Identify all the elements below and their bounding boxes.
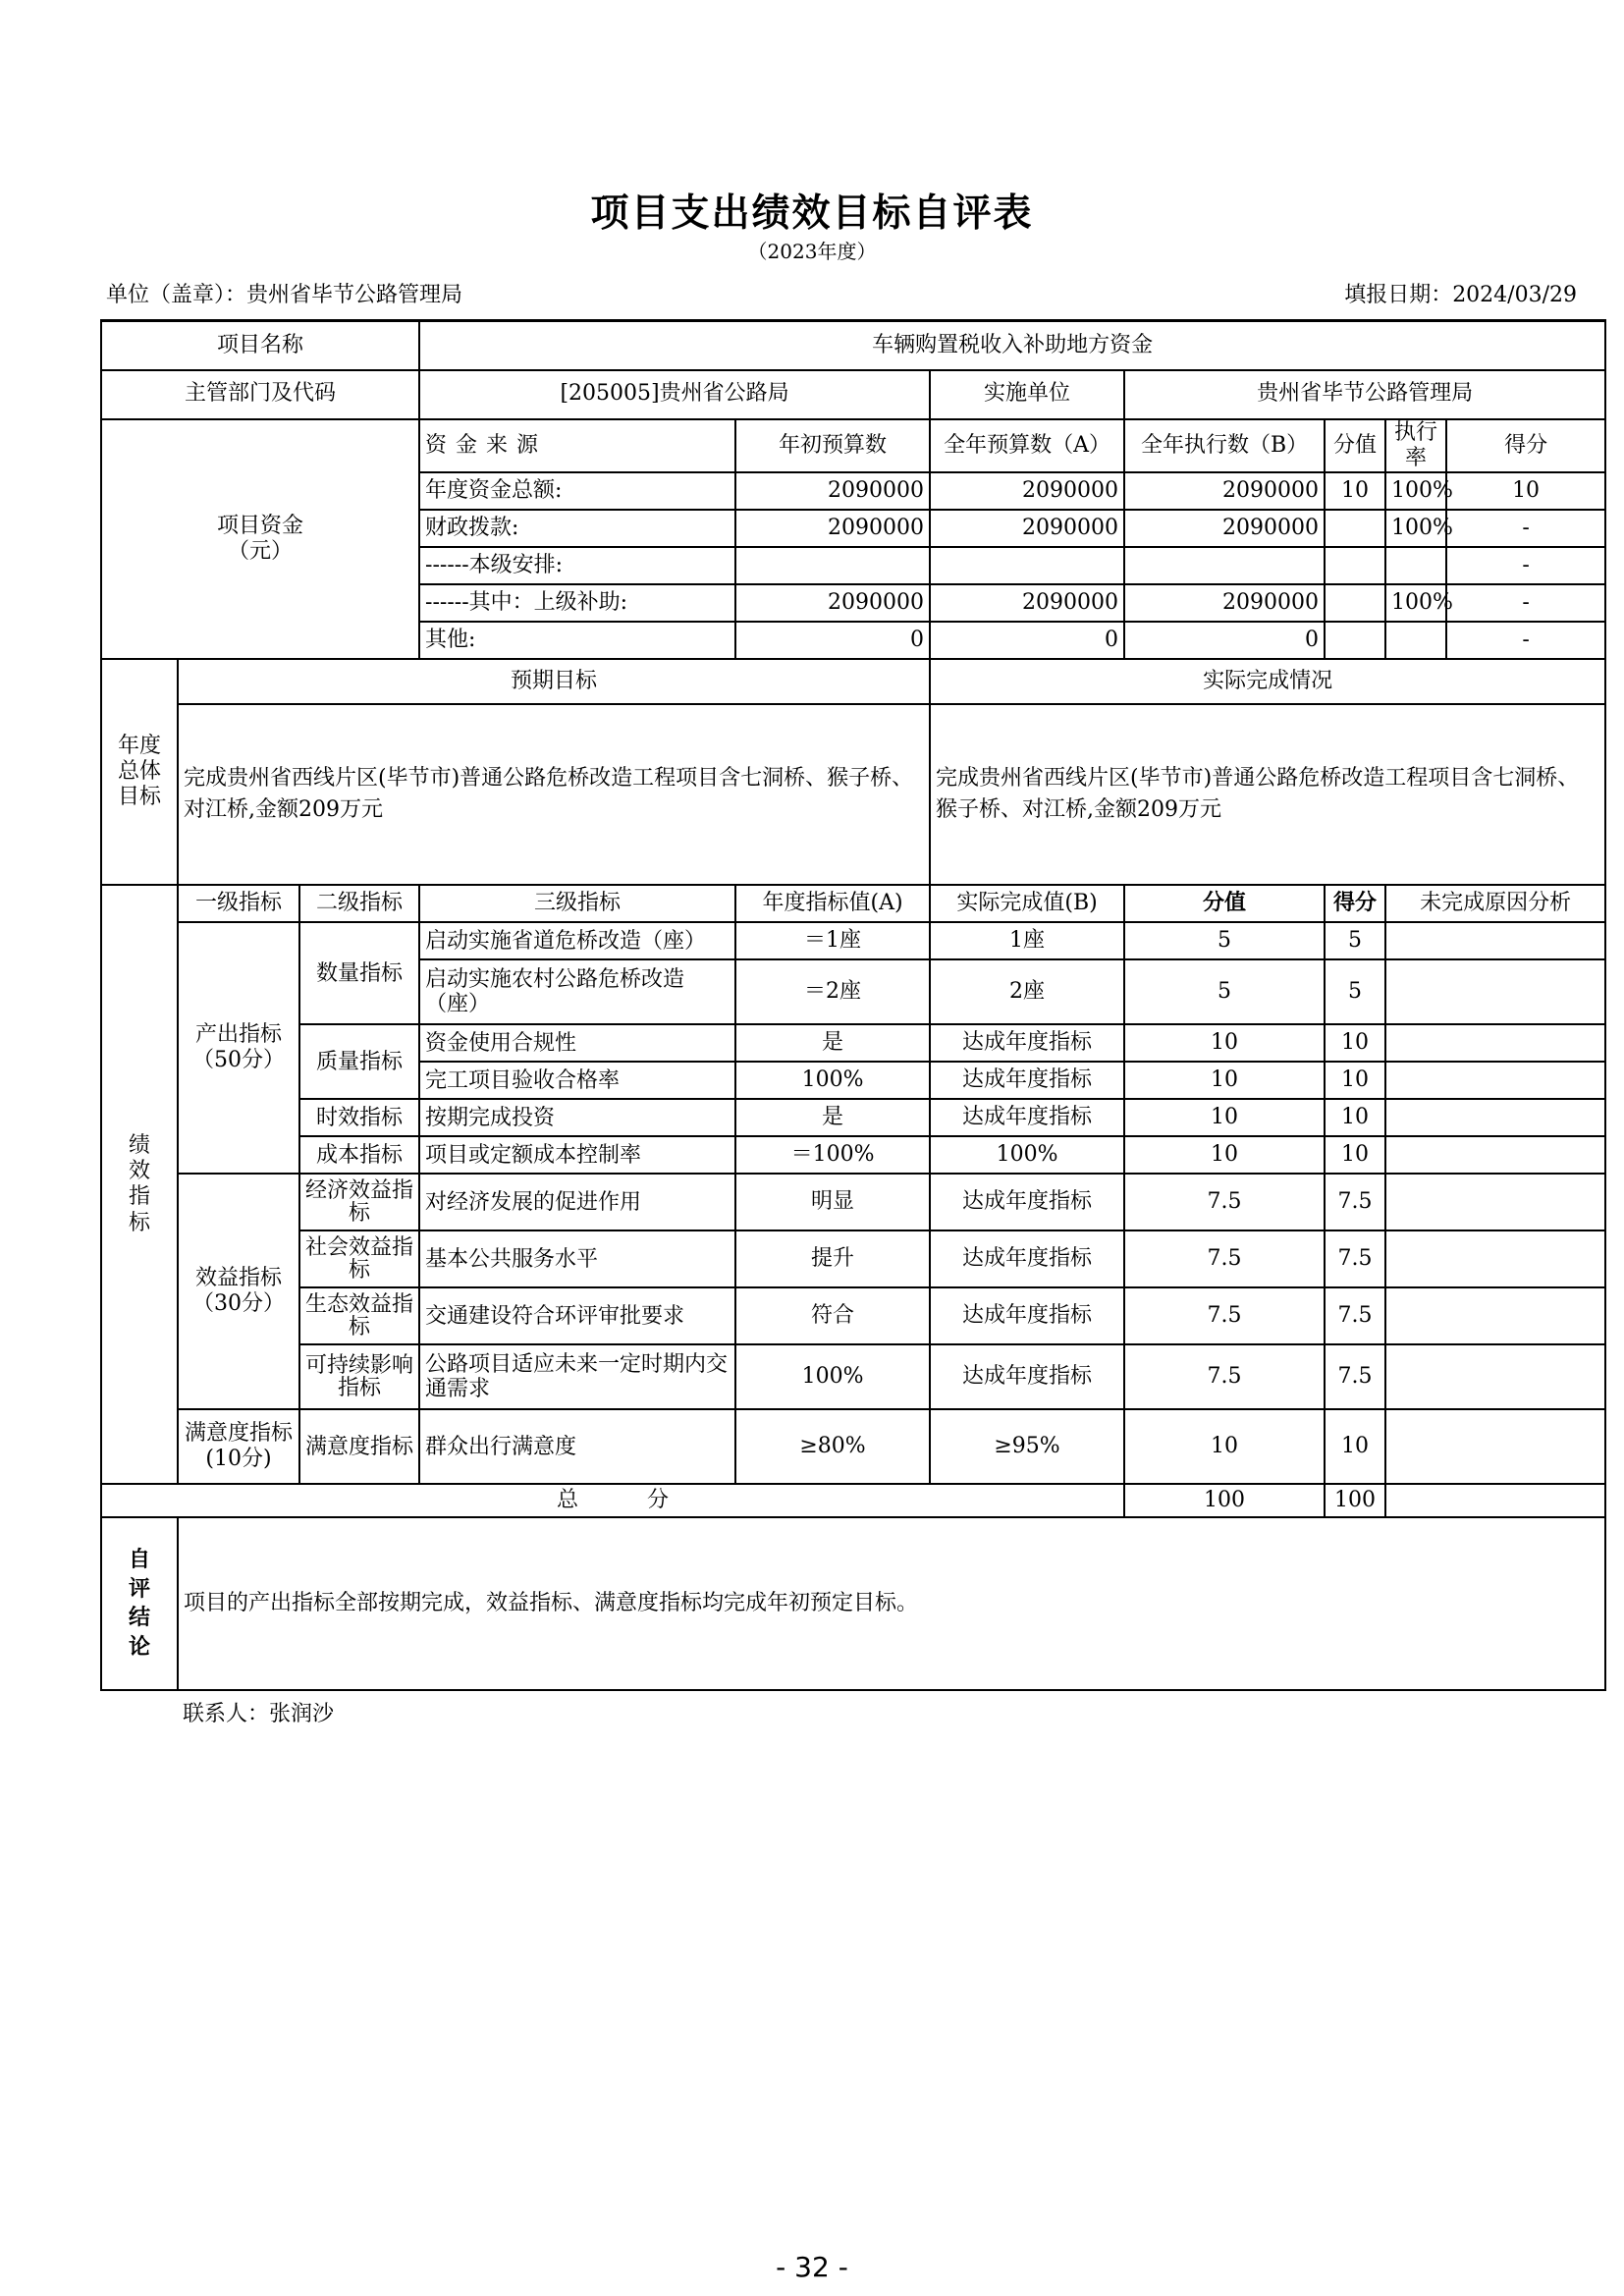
- funds-rate: 100%: [1385, 584, 1446, 622]
- funds-initial: 0: [735, 622, 930, 659]
- reason-analysis: [1385, 1344, 1605, 1409]
- funds-score: -: [1446, 510, 1605, 547]
- project-name-row: [101, 321, 1605, 370]
- actual-value: 达成年度指标: [930, 1174, 1124, 1230]
- dept-value: [205005]贵州省公路局: [419, 370, 930, 419]
- indicator-header: 一级指标: [178, 885, 299, 922]
- score-value: 7.5: [1124, 1174, 1325, 1230]
- goals-content-row: [101, 704, 1605, 885]
- conclusion-label: 自 评 结 论: [101, 1517, 178, 1690]
- funds-initial: [735, 547, 930, 584]
- page-title: 项目支出绩效目标自评表: [590, 191, 1034, 236]
- expected-text: 完成贵州省西线片区(毕节市)普通公路危桥改造工程项目含七洞桥、猴子桥、对江桥,金额209万元: [178, 704, 930, 885]
- actual-value: 达成年度指标: [930, 1024, 1124, 1062]
- funds-source: ------本级安排:: [419, 547, 735, 584]
- reason-analysis: [1385, 922, 1605, 959]
- score-value: 7.5: [1124, 1287, 1325, 1344]
- score-value: 7.5: [1124, 1344, 1325, 1409]
- score-got: 10: [1325, 1136, 1385, 1174]
- level3-indicator: 交通建设符合环评审批要求: [419, 1287, 735, 1344]
- funds-header-row: [101, 419, 1605, 473]
- level3-indicator: 公路项目适应未来一定时期内交通需求: [419, 1344, 735, 1409]
- score-value: 7.5: [1124, 1230, 1325, 1287]
- conclusion-text: 项目的产出指标全部按期完成，效益指标、满意度指标均完成年初预定目标。: [178, 1517, 1605, 1690]
- funds-header: 资 金 来 源: [419, 419, 735, 473]
- impl-value: 贵州省毕节公路管理局: [1124, 370, 1605, 419]
- target-value: ＝2座: [735, 959, 930, 1024]
- actual-value: 达成年度指标: [930, 1099, 1124, 1136]
- actual-value: 达成年度指标: [930, 1344, 1124, 1409]
- funds-rate: 100%: [1385, 472, 1446, 510]
- funds-source: 其他:: [419, 622, 735, 659]
- indicator-header: 实际完成值(B): [930, 885, 1124, 922]
- funds-annual: 2090000: [930, 472, 1124, 510]
- level1-indicator: 满意度指标(10分): [178, 1409, 299, 1484]
- page-number: - 32 -: [776, 2251, 848, 2283]
- level3-indicator: 启动实施农村公路危桥改造（座）: [419, 959, 735, 1024]
- level2-indicator: 成本指标: [299, 1136, 419, 1174]
- funds-initial: 2090000: [735, 510, 930, 547]
- funds-score-value: [1325, 622, 1385, 659]
- actual-header: 实际完成情况: [930, 659, 1605, 704]
- indicator-header-row: [101, 885, 1605, 922]
- indicator-header: 年度指标值(A): [735, 885, 930, 922]
- total-label: 总 分: [101, 1484, 1124, 1517]
- total-row: [101, 1484, 1605, 1517]
- funds-header: 分值: [1325, 419, 1385, 473]
- reason-analysis: [1385, 1230, 1605, 1287]
- indicator-row: [101, 1344, 1605, 1409]
- level3-indicator: 基本公共服务水平: [419, 1230, 735, 1287]
- contact-person: 联系人：张润沙: [183, 1702, 335, 1726]
- target-value: ≥80%: [735, 1409, 930, 1484]
- funds-score-value: [1325, 584, 1385, 622]
- funds-header: 执行率: [1385, 419, 1446, 473]
- total-blank: [1385, 1484, 1605, 1517]
- funds-score-value: [1325, 547, 1385, 584]
- level3-indicator: 按期完成投资: [419, 1099, 735, 1136]
- actual-value: ≥95%: [930, 1409, 1124, 1484]
- level2-indicator: 数量指标: [299, 922, 419, 1024]
- funds-executed: 2090000: [1124, 510, 1325, 547]
- score-value: 10: [1124, 1024, 1325, 1062]
- indicator-row: [101, 922, 1605, 959]
- reason-analysis: [1385, 1409, 1605, 1484]
- score-value: 10: [1124, 1099, 1325, 1136]
- reason-analysis: [1385, 1024, 1605, 1062]
- level2-indicator: 社会效益指标: [299, 1230, 419, 1287]
- score-got: 10: [1325, 1024, 1385, 1062]
- score-got: 7.5: [1325, 1287, 1385, 1344]
- funds-score: 10: [1446, 472, 1605, 510]
- unit-label: 单位（盖章）：贵州省毕节公路管理局: [106, 283, 463, 307]
- level3-indicator: 对经济发展的促进作用: [419, 1174, 735, 1230]
- reason-analysis: [1385, 959, 1605, 1024]
- indicator-header: 分值: [1124, 885, 1325, 922]
- score-value: 5: [1124, 959, 1325, 1024]
- funds-rate: [1385, 547, 1446, 584]
- funds-executed: 2090000: [1124, 472, 1325, 510]
- evaluation-table: [100, 319, 1606, 1691]
- indicator-row: [101, 1409, 1605, 1484]
- funds-score: -: [1446, 584, 1605, 622]
- target-value: 提升: [735, 1230, 930, 1287]
- funds-source: 年度资金总额:: [419, 472, 735, 510]
- score-got: 7.5: [1325, 1230, 1385, 1287]
- indicators-label: 绩 效 指 标: [101, 885, 178, 1484]
- score-got: 5: [1325, 922, 1385, 959]
- reason-analysis: [1385, 1174, 1605, 1230]
- actual-value: 100%: [930, 1136, 1124, 1174]
- score-value: 10: [1124, 1409, 1325, 1484]
- dept-label: 主管部门及代码: [101, 370, 419, 419]
- funds-score: -: [1446, 547, 1605, 584]
- level2-indicator: 满意度指标: [299, 1409, 419, 1484]
- indicator-row: [101, 1136, 1605, 1174]
- level2-indicator: 质量指标: [299, 1024, 419, 1099]
- funds-rate: [1385, 622, 1446, 659]
- level3-indicator: 群众出行满意度: [419, 1409, 735, 1484]
- indicator-row: [101, 1099, 1605, 1136]
- target-value: 符合: [735, 1287, 930, 1344]
- level3-indicator: 项目或定额成本控制率: [419, 1136, 735, 1174]
- funds-source: ------其中：上级补助:: [419, 584, 735, 622]
- indicator-row: [101, 1287, 1605, 1344]
- actual-text: 完成贵州省西线片区(毕节市)普通公路危桥改造工程项目含七洞桥、猴子桥、对江桥,金额209万元: [930, 704, 1605, 885]
- project-name-value: 车辆购置税收入补助地方资金: [419, 321, 1605, 370]
- funds-score-value: 10: [1325, 472, 1385, 510]
- indicator-header: 三级指标: [419, 885, 735, 922]
- score-value: 10: [1124, 1136, 1325, 1174]
- dept-row: [101, 370, 1605, 419]
- funds-annual: [930, 547, 1124, 584]
- reason-analysis: [1385, 1287, 1605, 1344]
- indicator-header: 未完成原因分析: [1385, 885, 1605, 922]
- funds-header: 年初预算数: [735, 419, 930, 473]
- funds-label: 项目资金 （元）: [101, 419, 419, 660]
- funds-executed: 0: [1124, 622, 1325, 659]
- level2-indicator: 生态效益指标: [299, 1287, 419, 1344]
- goals-label: 年度 总体 目标: [101, 659, 178, 885]
- target-value: 是: [735, 1024, 930, 1062]
- indicator-header: 得分: [1325, 885, 1385, 922]
- level2-indicator: 经济效益指标: [299, 1174, 419, 1230]
- funds-annual: 2090000: [930, 584, 1124, 622]
- target-value: ＝1座: [735, 922, 930, 959]
- target-value: 明显: [735, 1174, 930, 1230]
- funds-header: 全年执行数（B）: [1124, 419, 1325, 473]
- level3-indicator: 启动实施省道危桥改造（座）: [419, 922, 735, 959]
- indicator-row: [101, 1024, 1605, 1062]
- funds-score: -: [1446, 622, 1605, 659]
- score-got: 10: [1325, 1062, 1385, 1099]
- project-name-label: 项目名称: [101, 321, 419, 370]
- score-got: 7.5: [1325, 1174, 1385, 1230]
- reason-analysis: [1385, 1136, 1605, 1174]
- level3-indicator: 资金使用合规性: [419, 1024, 735, 1062]
- level1-indicator: 效益指标 （30分）: [178, 1174, 299, 1409]
- indicator-header: 二级指标: [299, 885, 419, 922]
- total-got: 100: [1325, 1484, 1385, 1517]
- funds-rate: 100%: [1385, 510, 1446, 547]
- score-got: 5: [1325, 959, 1385, 1024]
- actual-value: 2座: [930, 959, 1124, 1024]
- score-value: 10: [1124, 1062, 1325, 1099]
- level1-indicator: 产出指标 （50分）: [178, 922, 299, 1174]
- target-value: 100%: [735, 1344, 930, 1409]
- funds-source: 财政拨款:: [419, 510, 735, 547]
- level2-indicator: 时效指标: [299, 1099, 419, 1136]
- actual-value: 达成年度指标: [930, 1062, 1124, 1099]
- conclusion-row: [101, 1517, 1605, 1690]
- funds-initial: 2090000: [735, 472, 930, 510]
- level3-indicator: 完工项目验收合格率: [419, 1062, 735, 1099]
- target-value: 100%: [735, 1062, 930, 1099]
- score-got: 10: [1325, 1099, 1385, 1136]
- total-score: 100: [1124, 1484, 1325, 1517]
- score-got: 10: [1325, 1409, 1385, 1484]
- funds-executed: 2090000: [1124, 584, 1325, 622]
- funds-header: 全年预算数（A）: [930, 419, 1124, 473]
- funds-initial: 2090000: [735, 584, 930, 622]
- date-label: 填报日期：2024/03/29: [1344, 283, 1577, 307]
- level2-indicator: 可持续影响指标: [299, 1344, 419, 1409]
- indicator-row: [101, 1230, 1605, 1287]
- score-got: 7.5: [1325, 1344, 1385, 1409]
- impl-label: 实施单位: [930, 370, 1124, 419]
- funds-header: 得分: [1446, 419, 1605, 473]
- target-value: 是: [735, 1099, 930, 1136]
- expected-header: 预期目标: [178, 659, 930, 704]
- funds-annual: 2090000: [930, 510, 1124, 547]
- funds-score-value: [1325, 510, 1385, 547]
- funds-annual: 0: [930, 622, 1124, 659]
- target-value: ＝100%: [735, 1136, 930, 1174]
- actual-value: 达成年度指标: [930, 1230, 1124, 1287]
- page-subtitle: （2023年度）: [747, 240, 877, 263]
- reason-analysis: [1385, 1062, 1605, 1099]
- goals-header-row: [101, 659, 1605, 704]
- actual-value: 达成年度指标: [930, 1287, 1124, 1344]
- actual-value: 1座: [930, 922, 1124, 959]
- funds-executed: [1124, 547, 1325, 584]
- reason-analysis: [1385, 1099, 1605, 1136]
- score-value: 5: [1124, 922, 1325, 959]
- indicator-row: [101, 1174, 1605, 1230]
